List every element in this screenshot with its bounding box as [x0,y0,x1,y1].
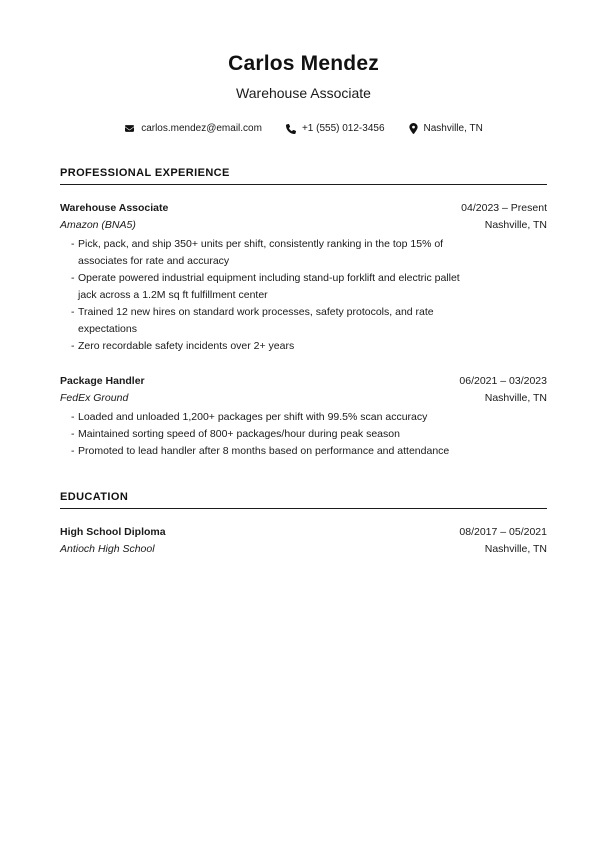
envelope-icon [124,124,135,133]
section-professional-experience [60,167,547,460]
job-company-row [60,390,547,407]
section-heading: EDUCATION [60,491,129,504]
phone-icon [286,124,296,134]
job-bullet-list [60,236,547,355]
contact-location-text: Nashville, TN [423,123,483,135]
education-school: Antioch High School [60,543,155,556]
section-education [60,491,547,558]
job-company: FedEx Ground [60,392,129,405]
resume-header [60,52,547,134]
job-bullet: - Zero recordable safety incidents over 2+ years [60,338,463,355]
section-rule [60,184,547,185]
job-bullet-list [60,409,547,460]
contact-phone [286,123,385,134]
education-school-row [60,541,547,558]
education-degree: High School Diploma [60,526,166,539]
job-bullet: - Operate powered industrial equipment including stand-up forklift and electric pallet jack across a 1.2M sq ft fulfillment center [60,270,463,304]
section-heading: PROFESSIONAL EXPERIENCE [60,167,230,180]
job-bullet: - Trained 12 new hires on standard work processes, safety protocols, and rate expectations [60,304,463,338]
contact-phone-text: +1 (555) 012-3456 [301,123,385,135]
job-bullet: - Pick, pack, and ship 350+ units per shift, consistently ranking in the top 15% of associates for rate and accuracy [60,236,463,270]
person-job-title: Warehouse Associate [236,85,371,102]
job-dates: 06/2021 – 03/2023 [459,375,547,388]
contact-email [124,123,262,134]
job-dates: 04/2023 – Present [461,202,547,215]
job-entry [60,200,547,355]
person-name: Carlos Mendez [228,52,379,75]
contact-email-text: carlos.mendez@email.com [141,123,262,135]
job-bullet: - Loaded and unloaded 1,200+ packages per shift with 99.5% scan accuracy [60,409,463,426]
job-title-row [60,200,547,217]
job-title-row [60,373,547,390]
education-degree-row [60,524,547,541]
job-title: Warehouse Associate [60,202,169,215]
location-pin-icon [409,123,418,134]
section-rule [60,508,547,509]
job-company-row [60,217,547,234]
job-title: Package Handler [60,375,145,388]
education-entry [60,524,547,558]
education-location: Nashville, TN [484,543,547,556]
education-dates: 08/2017 – 05/2021 [459,526,547,539]
job-bullet: - Maintained sorting speed of 800+ packages/hour during peak season [60,426,463,443]
job-location: Nashville, TN [484,219,547,232]
job-location: Nashville, TN [484,392,547,405]
contact-row [60,123,547,134]
job-bullet: - Promoted to lead handler after 8 months based on performance and attendance [60,443,463,460]
job-company: Amazon (BNA5) [60,219,136,232]
contact-location [409,123,483,134]
job-entry [60,373,547,460]
